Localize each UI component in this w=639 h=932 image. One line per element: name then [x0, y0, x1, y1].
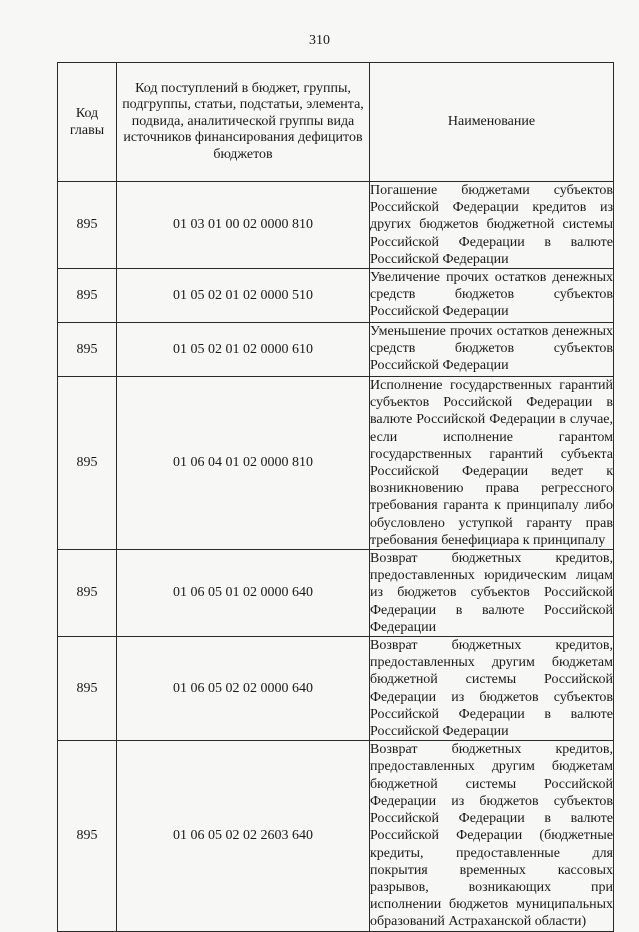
chapter-code-cell: 895 [58, 269, 117, 323]
revenue-code-cell: 01 06 04 01 02 0000 810 [117, 377, 370, 550]
chapter-code-cell: 895 [58, 741, 117, 931]
name-cell: Погашение бюджетами субъектов Российской Федерации кредитов из других бюджетов бюджетной системы Российской Федерации в валюте Российской Федерации [370, 183, 613, 267]
chapter-code-cell: 895 [58, 637, 117, 741]
header-name: Наименование [370, 63, 614, 182]
revenue-code-cell: 01 06 05 01 02 0000 640 [117, 550, 370, 637]
revenue-code-cell: 01 05 02 01 02 0000 510 [117, 269, 370, 323]
chapter-code-cell: 895 [58, 182, 117, 269]
header-chapter-code: Код главы [58, 63, 117, 182]
table-row [58, 741, 614, 931]
header-revenue-code: Код поступлений в бюджет, группы, подгруппы, статьи, подстатьи, элемента, подвида, аналитической группы вида источников финансирования дефицитов бюджетов [117, 63, 370, 182]
chapter-code-cell: 895 [58, 323, 117, 377]
revenue-code-cell: 01 05 02 01 02 0000 610 [117, 323, 370, 377]
page-number: 310 [309, 33, 330, 48]
name-cell: Уменьшение прочих остатков денежных средств бюджетов субъектов Российской Федерации [370, 323, 614, 377]
table-row [58, 182, 614, 269]
revenue-code-cell: 01 06 05 02 02 0000 640 [117, 637, 370, 741]
name-cell: Возврат бюджетных кредитов, предоставленных другим бюджетам бюджетной системы Российской Федерации из бюджетов субъектов Российской Федерации в валюте Российской Федерации (бюджетные кредиты, предоставленные для покрытия временных кассовых разрывов, возникающих при исполнении бюджетов муниципальных образований Астраханской области) [370, 742, 613, 930]
budget-codes-table [57, 62, 614, 932]
table-row [58, 323, 614, 377]
table-header-row [58, 63, 614, 182]
name-cell: Увеличение прочих остатков денежных средств бюджетов субъектов Российской Федерации [370, 269, 614, 323]
name-cell: Возврат бюджетных кредитов, предоставленных другим бюджетам бюджетной системы Российской Федерации из бюджетов субъектов Российской Федерации в валюте Российской Федерации [370, 638, 613, 740]
table-row [58, 637, 614, 741]
chapter-code-cell: 895 [58, 550, 117, 637]
table-row [58, 550, 614, 637]
name-cell: Исполнение государственных гарантий субъектов Российской Федерации в валюте Российской Федерации в случае, если исполнение гарантом государственных гарантий субъекта Российской Федерации ведет к возникновению права регрессного требования гаранта к принципалу либо обусловлено уступкой гаранту прав требования бенефициара к принципалу [370, 378, 613, 548]
name-cell: Возврат бюджетных кредитов, предоставленных юридическим лицам из бюджетов субъектов Российской Федерации в валюте Российской Федерации [370, 551, 613, 635]
revenue-code-cell: 01 03 01 00 02 0000 810 [117, 182, 370, 269]
chapter-code-cell: 895 [58, 377, 117, 550]
revenue-code-cell: 01 06 05 02 02 2603 640 [117, 741, 370, 931]
table-row [58, 377, 614, 550]
table-row [58, 269, 614, 323]
